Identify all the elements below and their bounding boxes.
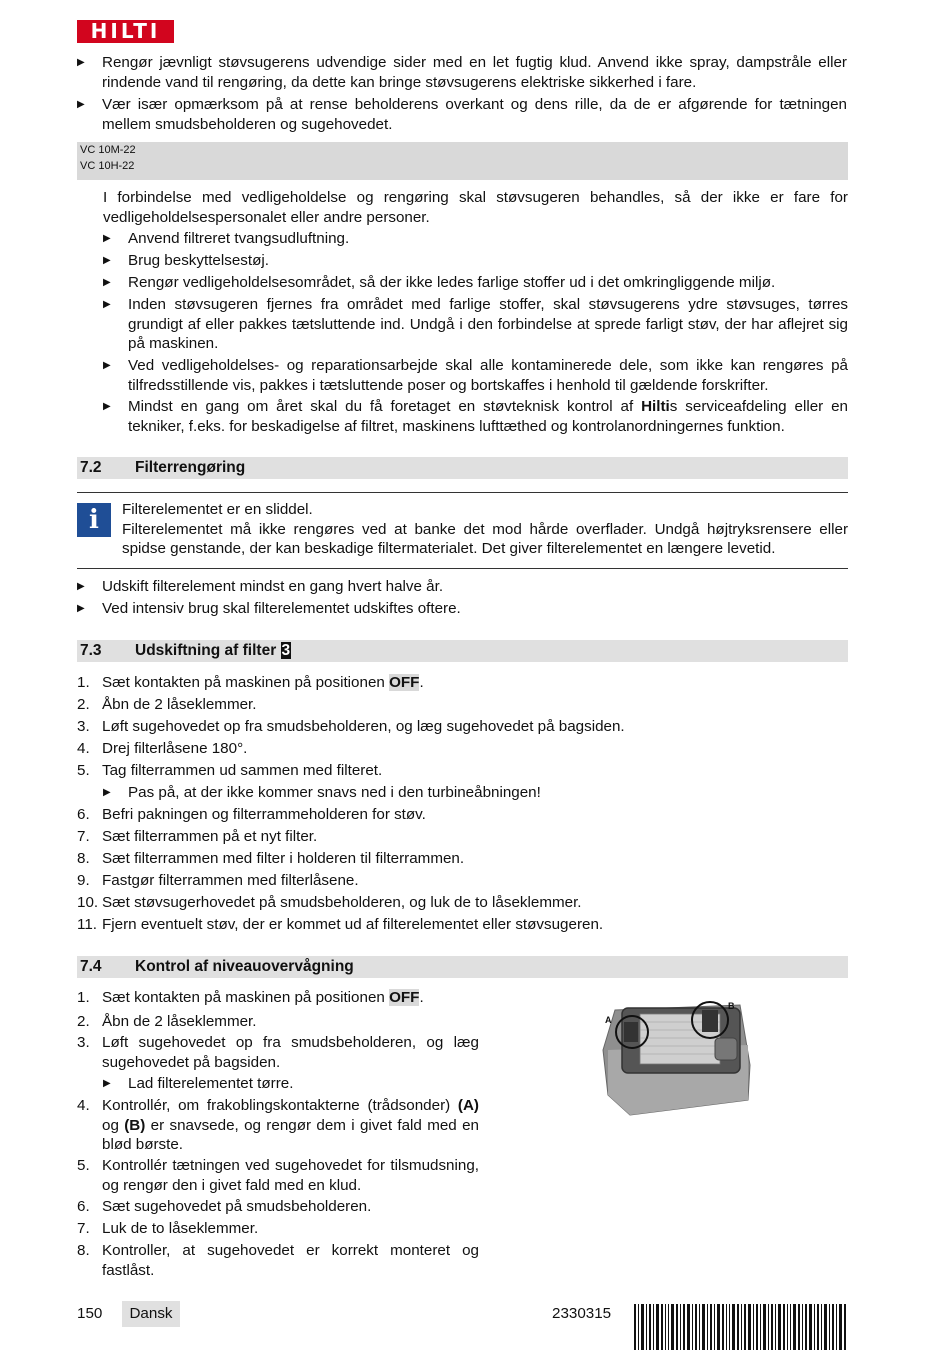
- triangle-bullet-icon: ▶: [77, 581, 85, 592]
- step-item: 7. Sæt filterrammen på et nyt filter.: [77, 828, 318, 845]
- triangle-bullet-icon: ▶: [103, 1078, 111, 1089]
- section-title: Udskiftning af filter 3: [135, 642, 291, 659]
- bullet-text: Rengør jævnligt støvsugerens udvendige sider med en let fugtig klud. Anvend ikke spray, dampstråle eller rindende vand til rengøring, da dette kan bringe støvsugerens elektriske sikkerhed i fare.: [102, 54, 847, 91]
- triangle-bullet-icon: ▶: [103, 401, 111, 412]
- step-item: 7. Luk de to låseklemmer.: [77, 1220, 259, 1237]
- maintenance-intro: I forbindelse med vedligeholdelse og rengøring skal støvsugeren behandles, så der ikke er fare for vedligeholdelsespersonalet eller andre personer.: [103, 189, 848, 226]
- info-line: Filterelementet er en sliddel.: [122, 501, 313, 518]
- triangle-bullet-icon: ▶: [77, 57, 85, 68]
- triangle-bullet-icon: ▶: [103, 233, 111, 244]
- model-bar: [77, 142, 848, 180]
- bullet-text: Inden støvsugeren fjernes fra området med farlige stoffer, skal støvsugerens ydre støvsuges, tørres grundigt af eller pakkes tætsluttende ind. Undgå i den forbindelse at sprede farligt støv, der har aflejret sig på maskinen.: [128, 296, 848, 352]
- list-item: [103, 397, 848, 436]
- step-item: 3. Løft sugehovedet op fra smudsbeholderen, og læg sugehovedet på bagsiden.: [77, 718, 625, 735]
- off-label: OFF: [389, 989, 420, 1006]
- section-heading-7-4: [77, 956, 848, 978]
- hilti-logo: HILTI: [77, 20, 174, 43]
- bullet-text: Udskift filterelement mindst en gang hvert halve år.: [102, 578, 444, 595]
- step-item: 11. Fjern eventuelt støv, der er kommet ud af filterelementet eller støvsugeren.: [77, 916, 604, 933]
- bullet-text: Rengør vedligeholdelsesområdet, så der ikke ledes farlige stoffer ud i det omkringliggende miljø.: [128, 274, 776, 291]
- step-item: 5. Tag filterrammen ud sammen med filteret.: [77, 762, 383, 779]
- barcode: [634, 1304, 848, 1350]
- triangle-bullet-icon: ▶: [103, 299, 111, 310]
- step-item: 8. Sæt filterrammen med filter i holderen til filterrammen.: [77, 850, 465, 867]
- language-label: Dansk: [122, 1301, 180, 1327]
- list-item: [103, 1074, 478, 1094]
- step-item: 4. Kontrollér, om frakoblingskontakterne (trådsonder) (A) og (B) er snavsede, og rengør dem i givet fald med en blød børste.: [77, 1097, 479, 1153]
- list-item: [103, 356, 848, 395]
- triangle-bullet-icon: ▶: [77, 603, 85, 614]
- vacuum-level-sensor-illustration: [500, 990, 848, 1130]
- step-item: 3. Løft sugehovedet op fra smudsbeholderen, og læg sugehovedet på bagsiden.: [77, 1034, 479, 1071]
- list-item: [77, 53, 847, 92]
- triangle-bullet-icon: ▶: [103, 277, 111, 288]
- step-item: 9. Fastgør filterrammen med filterlåsene.: [77, 872, 359, 889]
- triangle-bullet-icon: ▶: [103, 360, 111, 371]
- list-item: [103, 251, 848, 271]
- step-item: 6. Befri pakningen og filterrammeholderen for støv.: [77, 806, 426, 823]
- figure-label-a: A: [605, 1015, 612, 1025]
- list-item: [103, 783, 848, 803]
- section-title: Kontrol af niveauovervågning: [135, 958, 354, 975]
- step-item: 8. Kontroller, at sugehovedet er korrekt monteret og fastlåst.: [77, 1242, 479, 1279]
- section-number: 7.3: [80, 642, 102, 659]
- off-label: OFF: [389, 674, 420, 691]
- list-item: [77, 599, 847, 619]
- divider: [77, 492, 848, 493]
- bullet-text: Pas på, at der ikke kommer snavs ned i den turbineåbningen!: [128, 784, 541, 801]
- list-item: [103, 273, 848, 293]
- bullet-text: Mindst en gang om året skal du få foretaget en støvteknisk kontrol af Hiltis serviceafdeling eller en tekniker, f.eks. for beskadigelse af filtret, maskinens lufttæthed og kontrolanordningernes funktion.: [128, 398, 848, 435]
- list-item: [77, 95, 847, 134]
- model-label: VC 10M-22: [80, 144, 136, 156]
- divider: [77, 568, 848, 569]
- bullet-text: Ved intensiv brug skal filterelementet udskiftes oftere.: [102, 600, 461, 617]
- triangle-bullet-icon: ▶: [103, 255, 111, 266]
- step-item: 2. Åbn de 2 låseklemmer.: [77, 1013, 257, 1030]
- step-item: 10. Sæt støvsugerhovedet på smudsbeholderen, og luk de to låseklemmer.: [77, 894, 582, 911]
- bullet-text: Anvend filtreret tvangsudluftning.: [128, 230, 350, 247]
- section-heading-7-2: [77, 457, 848, 479]
- section-heading-7-3: [77, 640, 848, 662]
- list-item: [77, 577, 847, 597]
- figure-label-b: B: [728, 1001, 735, 1011]
- bullet-text: Brug beskyttelsestøj.: [128, 252, 269, 269]
- triangle-bullet-icon: ▶: [103, 787, 111, 798]
- bullet-text: Lad filterelementet tørre.: [128, 1075, 294, 1092]
- info-line: Filterelementet må ikke rengøres ved at banke det mod hårde overflader. Undgå højtryksrensere eller spidse genstande, der kan beskadige filtermaterialet. Det giver filterelementet en længere levetid.: [122, 520, 848, 557]
- triangle-bullet-icon: ▶: [77, 99, 85, 110]
- step-item: 4. Drej filterlåsene 180°.: [77, 740, 248, 757]
- model-label: VC 10H-22: [80, 160, 135, 172]
- step-item: 2. Åbn de 2 låseklemmer.: [77, 696, 257, 713]
- document-code: 2330315: [552, 1305, 612, 1322]
- page-number: 150: [77, 1305, 103, 1322]
- step-item: 5. Kontrollér tætningen ved sugehovedet for tilsmudsning, og rengør den i givet fald med en klud.: [77, 1157, 479, 1194]
- step-item: 6. Sæt sugehovedet på smudsbeholderen.: [77, 1198, 372, 1215]
- bullet-text: Vær især opmærksom på at rense beholderens overkant og dens rille, da de er afgørende for tætningen mellem smudsbeholderen og sugehovedet.: [102, 96, 847, 133]
- info-text: [122, 500, 848, 559]
- list-item: [103, 295, 848, 354]
- step-item: 1. Sæt kontakten på maskinen på positionen OFF.: [77, 989, 424, 1006]
- section-number: 7.4: [80, 958, 102, 975]
- figure-reference: 3: [281, 642, 291, 659]
- section-title: Filterrengøring: [135, 459, 246, 476]
- bullet-text: Ved vedligeholdelses- og reparationsarbejde skal alle kontaminerede dele, som ikke kan rengøres på tilfredsstillende vis, pakkes i tætsluttende poser og bortskaffes i henhold til gældende forskrifter.: [128, 357, 848, 394]
- step-item: 1. Sæt kontakten på maskinen på positionen OFF.: [77, 674, 424, 691]
- section-number: 7.2: [80, 459, 102, 476]
- list-item: [103, 229, 848, 249]
- info-icon: i: [77, 503, 111, 537]
